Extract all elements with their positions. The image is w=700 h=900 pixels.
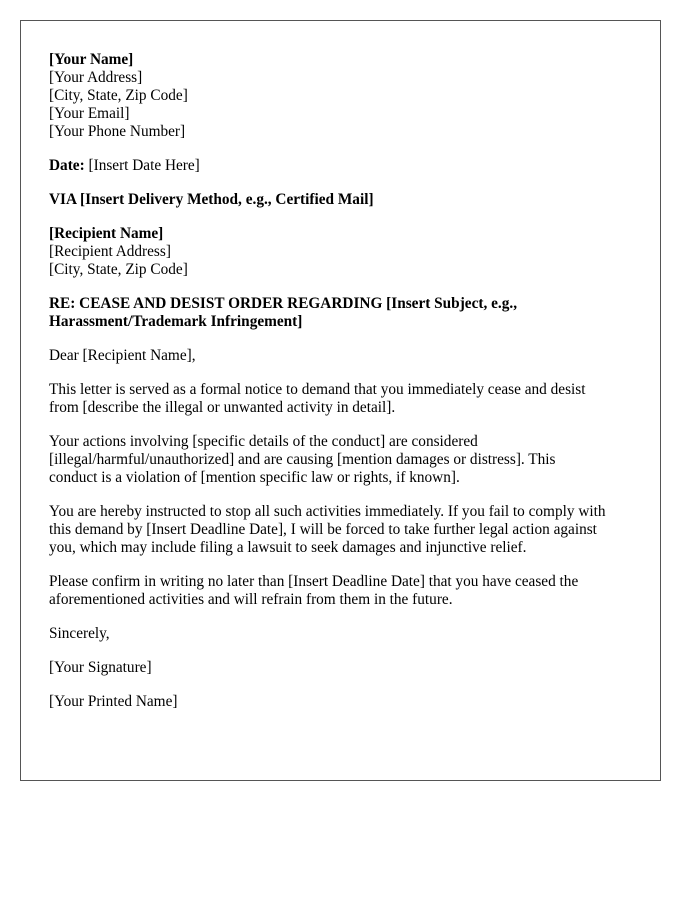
- salutation-text: Dear [Recipient Name],: [49, 347, 196, 364]
- sender-block: [49, 51, 632, 141]
- body-paragraph: [49, 573, 632, 609]
- subject-line-1: RE: CEASE AND DESIST ORDER REGARDING [Insert Subject, e.g.,: [49, 295, 518, 312]
- body-paragraph: [49, 503, 632, 557]
- recipient-name: [Recipient Name]: [49, 225, 164, 242]
- subject-line-2: Harassment/Trademark Infringement]: [49, 313, 303, 330]
- paragraph-line: [illegal/harmful/unauthorized] and are causing [mention damages or distress]. This: [49, 451, 556, 468]
- paragraph-line: This letter is served as a formal notice to demand that you immediately cease and desist: [49, 381, 586, 398]
- paragraph-line: conduct is a violation of [mention specific law or rights, if known].: [49, 469, 460, 486]
- letter-document: [20, 20, 661, 781]
- printed-name-text: [Your Printed Name]: [49, 693, 178, 710]
- paragraph-line: Please confirm in writing no later than [Insert Deadline Date] that you have ceased the: [49, 573, 579, 590]
- paragraph-line: from [describe the illegal or unwanted activity in detail].: [49, 399, 396, 416]
- recipient-address: [Recipient Address]: [49, 243, 171, 260]
- date-line: [49, 157, 632, 175]
- recipient-block: [49, 225, 632, 279]
- date-value: [Insert Date Here]: [84, 157, 200, 174]
- signature: [49, 659, 632, 677]
- paragraph-line: this demand by [Insert Deadline Date], I will be forced to take further legal action against: [49, 521, 597, 538]
- paragraph-line: Your actions involving [specific details of the conduct] are considered: [49, 433, 478, 450]
- paragraph-line: aforementioned activities and will refrain from them in the future.: [49, 591, 453, 608]
- closing: [49, 625, 632, 643]
- printed-name: [49, 693, 632, 711]
- sender-phone: [Your Phone Number]: [49, 123, 186, 140]
- salutation: [49, 347, 632, 365]
- delivery-method: VIA [Insert Delivery Method, e.g., Certified Mail]: [49, 191, 374, 208]
- date-label: Date:: [49, 157, 85, 174]
- closing-text: Sincerely,: [49, 625, 110, 642]
- recipient-city-state-zip: [City, State, Zip Code]: [49, 261, 188, 278]
- sender-email: [Your Email]: [49, 105, 130, 122]
- sender-city-state-zip: [City, State, Zip Code]: [49, 87, 188, 104]
- paragraph-line: you, which may include filing a lawsuit to seek damages and injunctive relief.: [49, 539, 527, 556]
- subject-line: [49, 295, 632, 331]
- signature-text: [Your Signature]: [49, 659, 152, 676]
- delivery-line: [49, 191, 632, 209]
- sender-name: [Your Name]: [49, 51, 134, 68]
- sender-address: [Your Address]: [49, 69, 143, 86]
- body-paragraph: [49, 433, 632, 487]
- body-paragraph: [49, 381, 632, 417]
- paragraph-line: You are hereby instructed to stop all such activities immediately. If you fail to comply with: [49, 503, 606, 520]
